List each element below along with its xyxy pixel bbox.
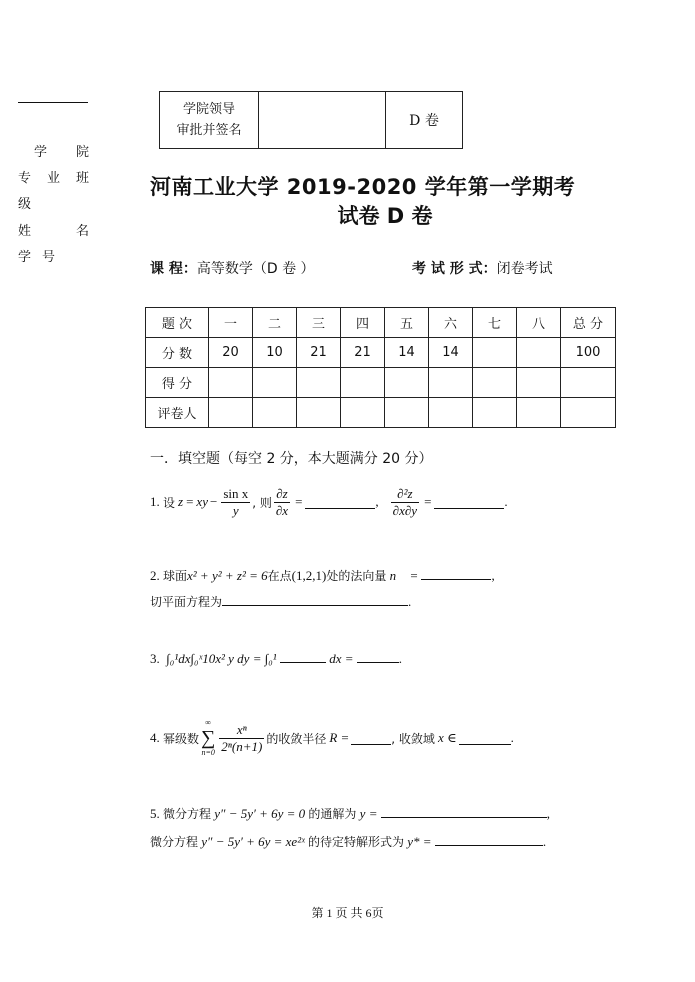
- question-2-line2: 切平面方程为 .: [150, 594, 412, 609]
- side-major-class: 专 业 班: [18, 171, 90, 186]
- question-5: 5. 微分方程 y″ − 5y′ + 6y = 0 的通解为 y = ,: [150, 806, 550, 821]
- answer-blank[interactable]: [222, 593, 408, 606]
- page-title-line1: 河南工业大学 2019-2020 学年第一学期考: [150, 175, 576, 199]
- side-student-id: 学 号: [18, 250, 56, 265]
- fraction-series: $\frac{\text{xⁿ}}{\text{2ⁿ(n+1)}}$: [221, 721, 263, 754]
- question-5-line2: 微分方程 y″ − 5y′ + 6y = xe²ˣ 的待定特解形式为 y* = .: [150, 834, 547, 849]
- page-title-line2: 试卷 D 卷: [337, 204, 433, 228]
- page-footer: 第 1 页 共 6页: [311, 906, 384, 920]
- question-1: 1. 设 z = xy − $\frac{\text{sin x}}{y}$ , 则 $\frac{\partial z}{\partial x}$ = , $\frac{\text{∂²z}}{\partial x\partial y}$ = .: [150, 485, 508, 518]
- course-info: 课 程：高等数学（D 卷 ）: [150, 261, 315, 277]
- answer-blank[interactable]: [305, 496, 375, 509]
- fraction-sinx-y: $\frac{\text{sin x}}{y}$: [223, 485, 249, 518]
- side-college: 学 院: [34, 145, 90, 160]
- answer-blank[interactable]: [351, 732, 391, 745]
- table-row: 分 数 20 10 21 21 14 14 100: [146, 338, 616, 368]
- answer-blank[interactable]: [434, 496, 504, 509]
- signature-field[interactable]: [259, 92, 386, 149]
- question-3: 3. ∫₀¹dx∫₀ˣ10x² y dy = ∫₀¹ dx = .: [150, 651, 403, 666]
- answer-blank[interactable]: [381, 805, 547, 818]
- side-level: 级: [18, 197, 32, 212]
- answer-blank[interactable]: [421, 567, 491, 580]
- answer-blank[interactable]: [459, 732, 511, 745]
- side-name: 姓 名: [18, 224, 90, 239]
- answer-blank[interactable]: [280, 650, 326, 663]
- course-name: 高等数学（D 卷 ）: [196, 261, 315, 277]
- paper-version: D 卷: [386, 92, 463, 149]
- answer-blank[interactable]: [357, 650, 399, 663]
- question-2: 2. 球面x² + y² + z² = 6在点(1,2,1)处的法向量 n⃗ = ,: [150, 568, 495, 583]
- fraction-d2z-dxdy: $\frac{\text{∂²z}}{\partial x\partial y}$: [392, 485, 418, 518]
- signature-label: 学院领导 审批并签名: [160, 92, 259, 149]
- signature-table: [159, 91, 463, 149]
- table-row: 得 分: [146, 368, 616, 398]
- answer-blank[interactable]: [435, 833, 543, 846]
- question-4: 4. 幂级数 ∞ ∑ n=0 $\frac{\text{xⁿ}}{\text{2ⁿ(n+1)}}$ 的收敛半径 R = , 收敛域 x ∈ .: [150, 718, 514, 757]
- exam-form: 考 试 形 式：闭卷考试: [412, 261, 553, 277]
- score-table: [145, 307, 616, 428]
- section-heading: 一．填空题（每空 2 分，本大题满分 20 分）: [150, 451, 433, 467]
- table-row: 评卷人: [146, 398, 616, 428]
- summation: ∞ ∑ n=0: [201, 718, 216, 757]
- score-table-header: 题 次 一 二 三 四 五 六 七 八 总 分: [146, 308, 616, 338]
- fraction-dz-dx: $\frac{\partial z}{\partial x}$: [275, 485, 289, 518]
- side-rule: [18, 102, 88, 103]
